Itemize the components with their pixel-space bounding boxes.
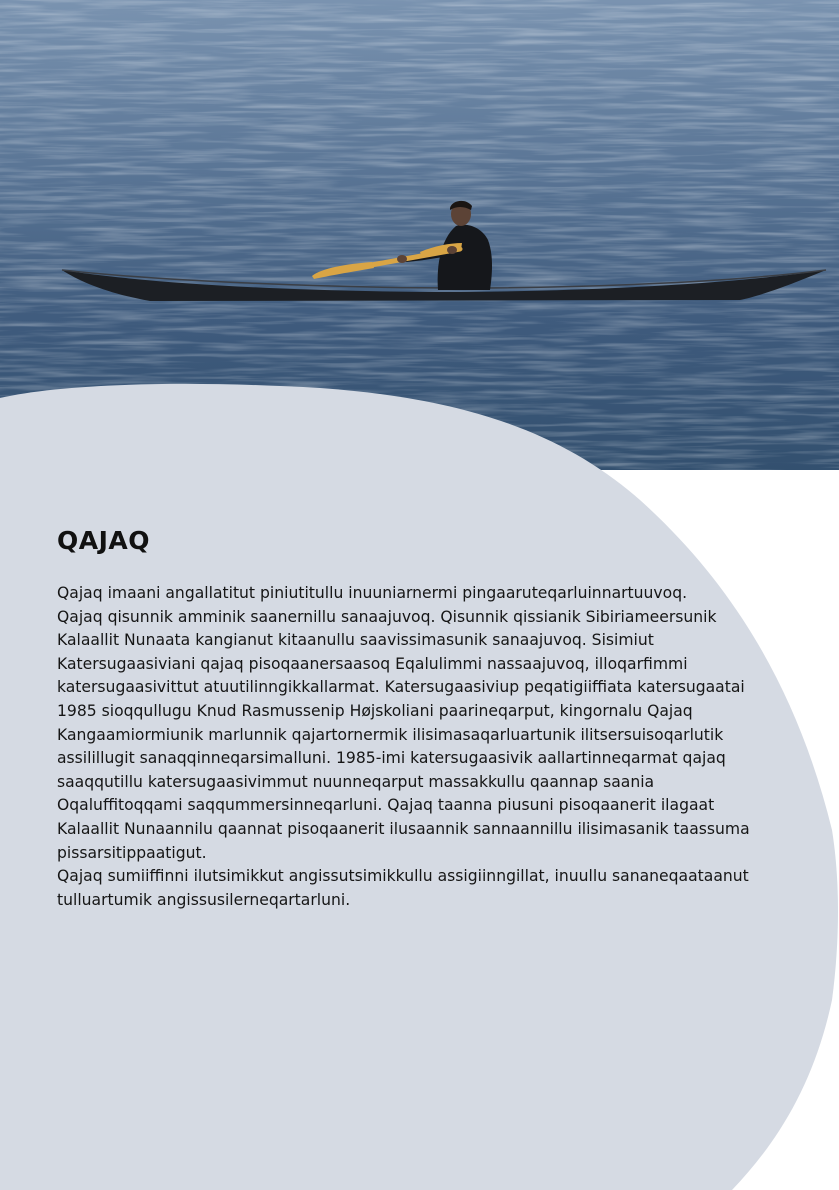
article-paragraph-2: Qajaq qisunnik amminik saanernillu sanaajuvoq. Qisunnik qissianik Sibiriameersunik Kalaallit Nunaata kangianut kitaanullu saavissimasunik sanaajuvoq. Sisimiut Katersugaasiviani qajaq pisoqaanersaasoq Eqalulimmi nassaajuvoq, illoqarfimmi katersugaasivittut atuutilinngikkallarmat. Katersugaasiviup peqatigiiffiata katersugaatai 1985 sioqqullugu Knud Rasmussenip Højskoliani paarineqarput, kingornalu Qajaq Kangaamiormiunik marlunnik qajartornermik ilisimasaqarluartunik ilitsersuisoqarlutik assilillugit sanaqqinneqarsimalluni. 1985-imi katersugaasivik aallartinneqarmat qajaq saaqqutillu katersugaasivimmut nuunneqarput massakkullu qaannap saania Oqaluffitoqqami saqqummersinneqarluni. Qajaq taanna piusuni pisoqaanerit ilagaat Kalaallit Nunaannilu qaannat pisoqaanerit ilusaannik sannaannillu ilisimasanik taassuma pissarsitippaatigut. bbox=[57, 607, 750, 862]
article-title: QAJAQ bbox=[57, 526, 151, 555]
article-body bbox=[57, 582, 777, 912]
article-paragraph-1: Qajaq imaani angallatitut piniutitullu inuuniarnermi pingaaruteqarluinnartuuvoq. bbox=[57, 584, 688, 602]
article-paragraph-3: Qajaq sumiiffinni ilutsimikkut angissutsimikkullu assigiinngillat, inuullu sananeqaataanut tulluartumik angissusilerneqartarluni. bbox=[57, 867, 749, 909]
